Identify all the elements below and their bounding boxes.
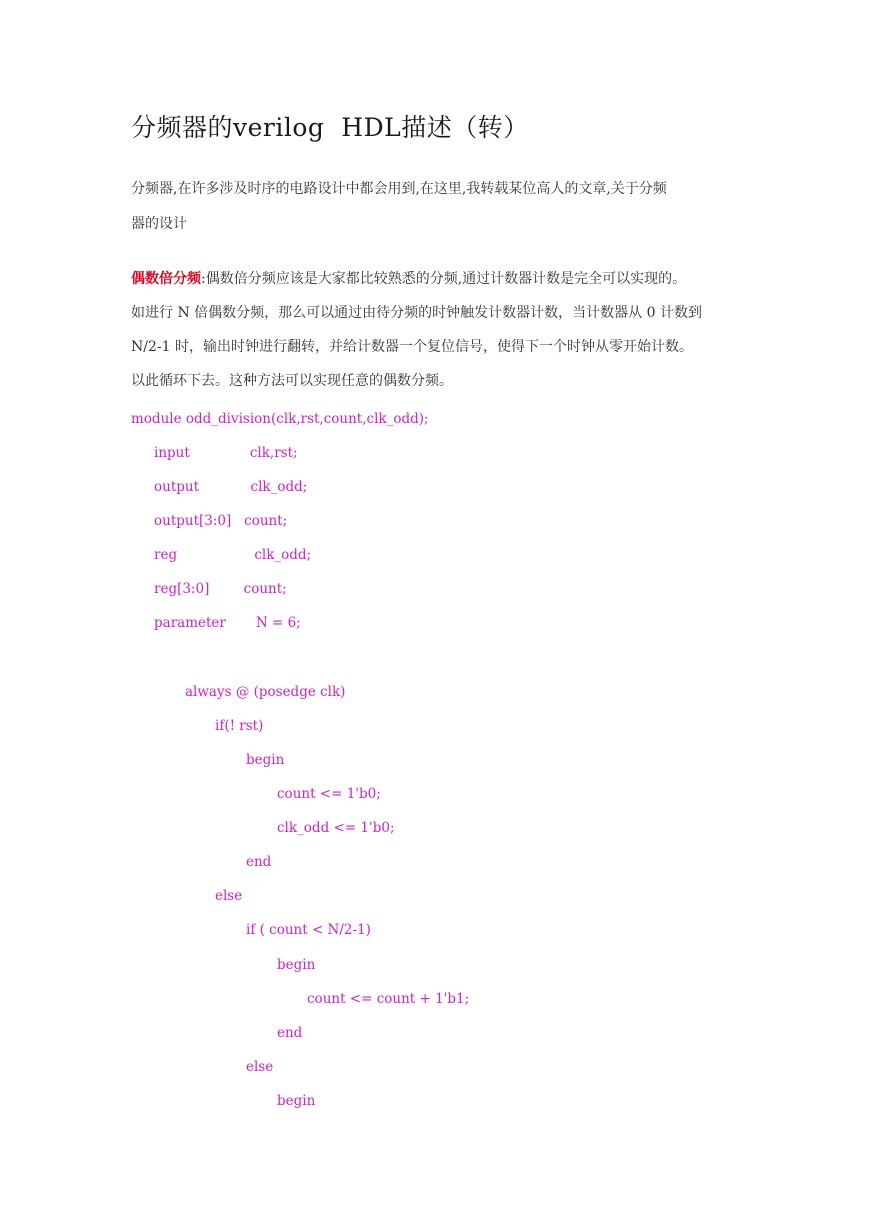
even-division-paragraph-line-2: 如进行 N 倍偶数分频，那么可以通过由待分频的时钟触发计数器计数，当计数器从 0 计数到 [131,305,702,321]
code-line: clk_odd <= 1'b0; [277,820,395,836]
even-division-paragraph-line-3: N/2-1 时，输出时钟进行翻转，并给计数器一个复位信号，使得下一个时钟从零开始计数。 [131,339,693,355]
even-division-text-1: 偶数倍分频应该是大家都比较熟悉的分频,通过计数器计数是完全可以实现的。 [205,271,687,287]
code-line: module odd_division(clk,rst,count,clk_odd); [131,411,429,427]
code-line: else [246,1059,274,1075]
code-line: parameter N = 6; [154,615,301,631]
even-division-heading: 偶数倍分频 [131,271,201,287]
code-line: begin [277,957,316,973]
code-line: else [215,888,243,904]
code-line: input clk,rst; [154,445,298,461]
code-line: if ( count < N/2-1) [246,922,371,938]
code-line: always @ (posedge clk) [185,684,346,700]
code-line: count <= 1'b0; [277,786,381,802]
code-line: begin [277,1093,316,1109]
code-line: reg[3:0] count; [154,581,287,597]
even-division-paragraph-line-4: 以此循环下去。这种方法可以实现任意的偶数分频。 [131,373,453,389]
heading-colon: : [201,271,206,287]
document-title: 分频器的verilog HDL描述（转） [131,113,529,142]
intro-line-2: 器的设计 [131,216,187,232]
intro-line-1: 分频器,在许多涉及时序的电路设计中都会用到,在这里,我转载某位高人的文章,关于分频 [131,181,667,197]
even-division-paragraph-line-1 [131,268,771,288]
code-line: reg clk_odd; [154,547,312,563]
code-line: end [277,1025,303,1041]
code-line: if(! rst) [215,718,264,734]
code-line: end [246,854,272,870]
code-line: output clk_odd; [154,479,308,495]
code-line: count <= count + 1'b1; [307,991,470,1007]
code-line: begin [246,752,285,768]
code-line: output[3:0] count; [154,513,288,529]
